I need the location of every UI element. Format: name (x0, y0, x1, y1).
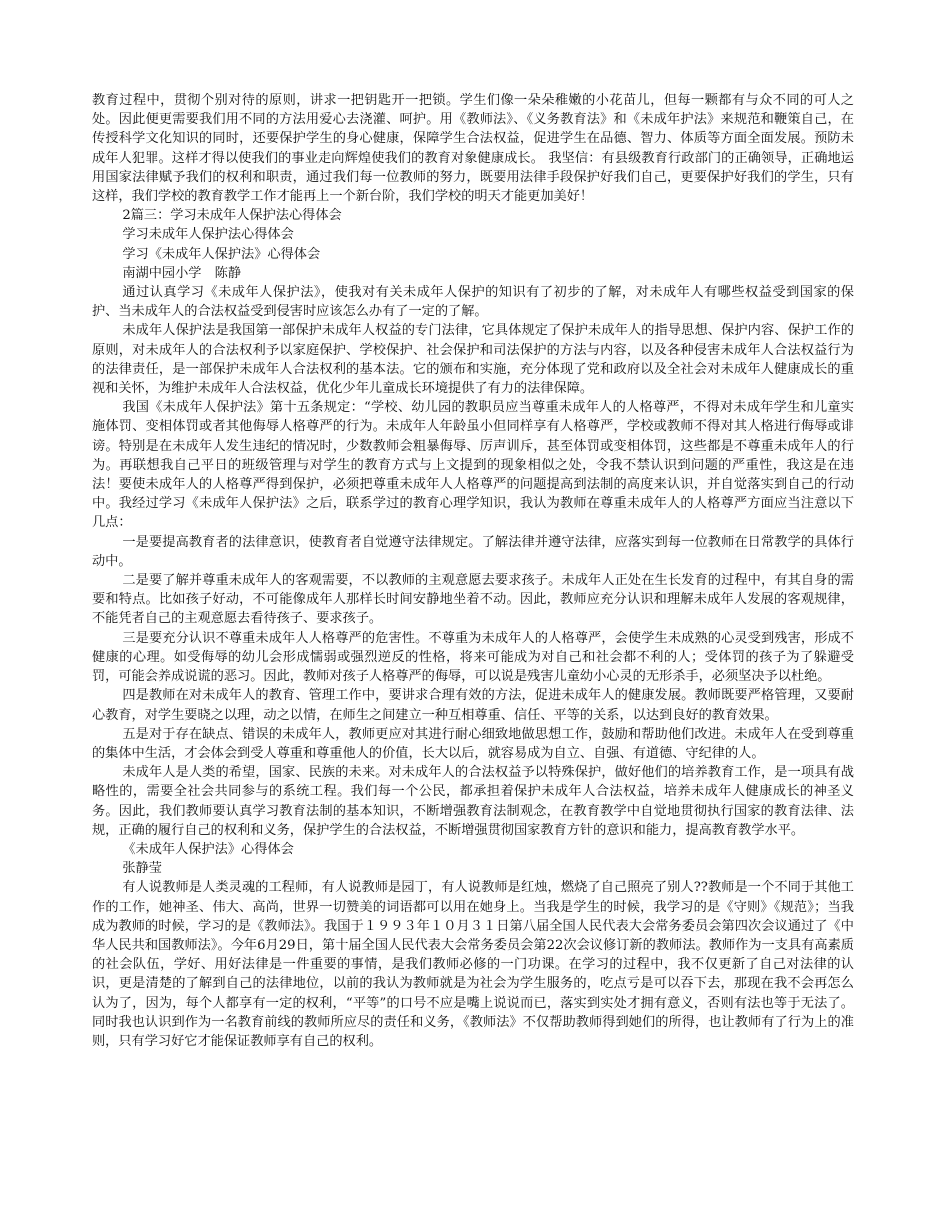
point-paragraph: 三是要充分认识不尊重未成年人人格尊严的危害性。不尊重为未成年人的人格尊严，会使学生未成熟的心灵受到残害，形成不健康的心理。如受侮辱的幼儿会形成懦弱或强烈逆反的性格，将来可能成为对自己和社会都不利的人；受体罚的孩子为了躲避受罚，可能会养成说谎的恶习。因此，教师对孩子人格尊严的侮辱，可以说是残害儿童幼小心灵的无形杀手，必须坚决予以杜绝。 (92, 630, 854, 685)
section-heading: 2篇三：学习未成年人保护法心得体会 (122, 208, 342, 224)
last-paragraph: 有人说教师是人类灵魂的工程师，有人说教师是园丁，有人说教师是红烛，燃烧了自己照亮了别人??教师是一个不同于其他工作的工作，她神圣、伟大、高尚，世界一切赞美的词语都可以用在她身上。当我是学生的时候，我学习的是《守则》《规范》；当我成为教师的时候，学习的是《教师法》。我国于１９９３年１０月３１日第八届全国人民代表大会常务委员会第四次会议通过了《中华人民共和国教师法》。今年6月29日，第十届全国人民代表大会常务委员会第22次会议修订新的教师法。教师作为一支具有高素质的社会队伍，学好、用好法律是一件重要的事情，是我们教师必修的一门功课。在学习的过程中，我不仅更新了自己对法律的认识，更是清楚的了解到自己的法律地位，以前的我认为教师就是为社会为学生服务的，吃点亏是可以吞下去，那现在我不会再怎么认为了，因为，每个人都享有一定的权利，“平等”的口号不应是嘴上说说而已，落实到实处才拥有意义，否则有法也等于无法了。同时我也认识到作为一名教育前线的教师所应尽的责任和义务，《教师法》不仅帮助教师得到她们的所得，也让教师有了行为上的准则，只有学习好它才能保证教师享有自己的权利。 (92, 880, 854, 1049)
title-3: 《未成年人保护法》心得体会 (122, 841, 294, 857)
paragraph: 通过认真学习《未成年人保护法》，使我对有关未成年人保护的知识有了初步的了解，对未成年人有哪些权益受到国家的保护、当未成年人的合法权益受到侵害时应该怎么办有了一定的了解。 (92, 285, 854, 320)
paragraph: 我国《未成年人保护法》第十五条规定：“学校、幼儿园的教职员应当尊重未成年人的人格尊严，不得对未成年学生和儿童实施体罚、变相体罚或者其他侮辱人格尊严的行为。未成年人年龄虽小但同样享有人格尊严，学校或教师不得对其人格进行侮辱或诽谤。特别是在未成年人发生违纪的情况时，少数教师会粗暴侮辱、厉声训斥，甚至体罚或变相体罚，这些都是不尊重未成年人的行为。再联想我自己平日的班级管理与对学生的教育方式与上文提到的现象相似之处，令我不禁认识到问题的严重性，我这是在违法！要使未成年人的人格尊严得到保护，必须把尊重未成年人人格尊严的问题提高到法制的高度来认识，并自觉落实到自己的行动中。我经过学习《未成年人保护法》之后，联系学过的教育心理学知识，我认为教师在尊重未成年人的人格尊严方面应当注意以下几点： (92, 400, 854, 531)
document-body (92, 91, 854, 1051)
point-paragraph: 二是要了解并尊重未成年人的客观需要，不以教师的主观意愿去要求孩子。未成年人正处在生长发育的过程中，有其自身的需要和特点。比如孩子好动，不可能像成年人那样长时间安静地坐着不动。因此，教师应充分认识和理解未成年人发展的客观规律，不能凭者自己的主观意愿去看待孩子、要求孩子。 (92, 573, 854, 627)
point-paragraph: 五是对于存在缺点、错误的未成年人，教师更应对其进行耐心细致地做思想工作，鼓励和帮助他们改进。未成年人在受到尊重的集体中生活，才会体会到受人尊重和尊重他人的价值，长大以后，就容易成为自立、自强、有道德、守纪律的人。 (92, 726, 854, 761)
conclusion-paragraph: 未成年人是人类的希望，国家、民族的未来。对未成年人的合法权益予以特殊保护，做好他们的培养教育工作，是一项具有战略性的，需要全社会共同参与的系统工程。我们每一个公民，都承担着保护未成年人合法权益，培养未成年人健康成长的神圣义务。因此，我们教师要认真学习教育法制的基本知识，不断增强教育法制观念，在教育教学中自觉地贯彻执行国家的教育法律、法规，正确的履行自己的权利和义务，保护学生的合法权益，不断增强贯彻国家教育方针的意识和能力，提高教育教学水平。 (92, 765, 854, 838)
title-2: 学习《未成年人保护法》心得体会 (122, 246, 321, 262)
point-paragraph: 四是教师在对未成年人的教育、管理工作中，要讲求合理有效的方法，促进未成年人的健康发展。教师既要严格管理，又要耐心教育，对学生要晓之以理，动之以情，在师生之间建立一种互相尊重、信任、平等的关系，以达到良好的教育效果。 (92, 688, 854, 723)
point-paragraph: 一是要提高教育者的法律意识，使教育者自觉遵守法律规定。了解法律并遵守法律，应落实到每一位教师在日常教学的具体行动中。 (92, 534, 854, 569)
author-2: 张静莹 (122, 861, 162, 877)
title-1: 学习未成年人保护法心得体会 (122, 227, 294, 243)
paragraph: 未成年人保护法是我国第一部保护未成年人权益的专门法律，它具体规定了保护未成年人的指导思想、保护内容、保护工作的原则，对未成年人的合法权利予以家庭保护、学校保护、社会保护和司法保护的方法与内容，以及各种侵害未成年人合法权益行为的法律责任，是一部保护未成年人合法权利的基本法。它的颁布和实施，充分体现了党和政府以及全社会对未成年人健康成长的重视和关怀，为维护未成年人合法权益，优化少年儿童成长环境提供了有力的法律保障。 (92, 323, 854, 397)
intro-paragraph: 教育过程中，贯彻个别对待的原则，讲求一把钥匙开一把锁。学生们像一朵朵稚嫩的小花苗儿，但每一颗都有与众不同的可人之处。因此便更需要我们用不同的方法用爱心去浇灌、呵护。用《教师法》、《义务教育法》和《未成年护法》来规范和鞭策自己，在传授科学文化知识的同时，还要保护学生的身心健康，保障学生合法权益，促进学生在品德、智力、体质等方面全面发展。预防未成年人犯罪。这样才得以使我们的事业走向辉煌使我们的教育对象健康成长。 我坚信：有县级教育行政部门的正确领导，正确地运用国家法律赋予我们的权利和职责，通过我们每一位教师的努力，既要用法律手段保护好我们自己，更要保护好我们的学生，只有这样，我们学校的教育教学工作才能再上一个新台阶，我们学校的明天才能更加美好！ (92, 93, 854, 205)
author-1: 南湖中园小学 陈静 (122, 265, 242, 281)
